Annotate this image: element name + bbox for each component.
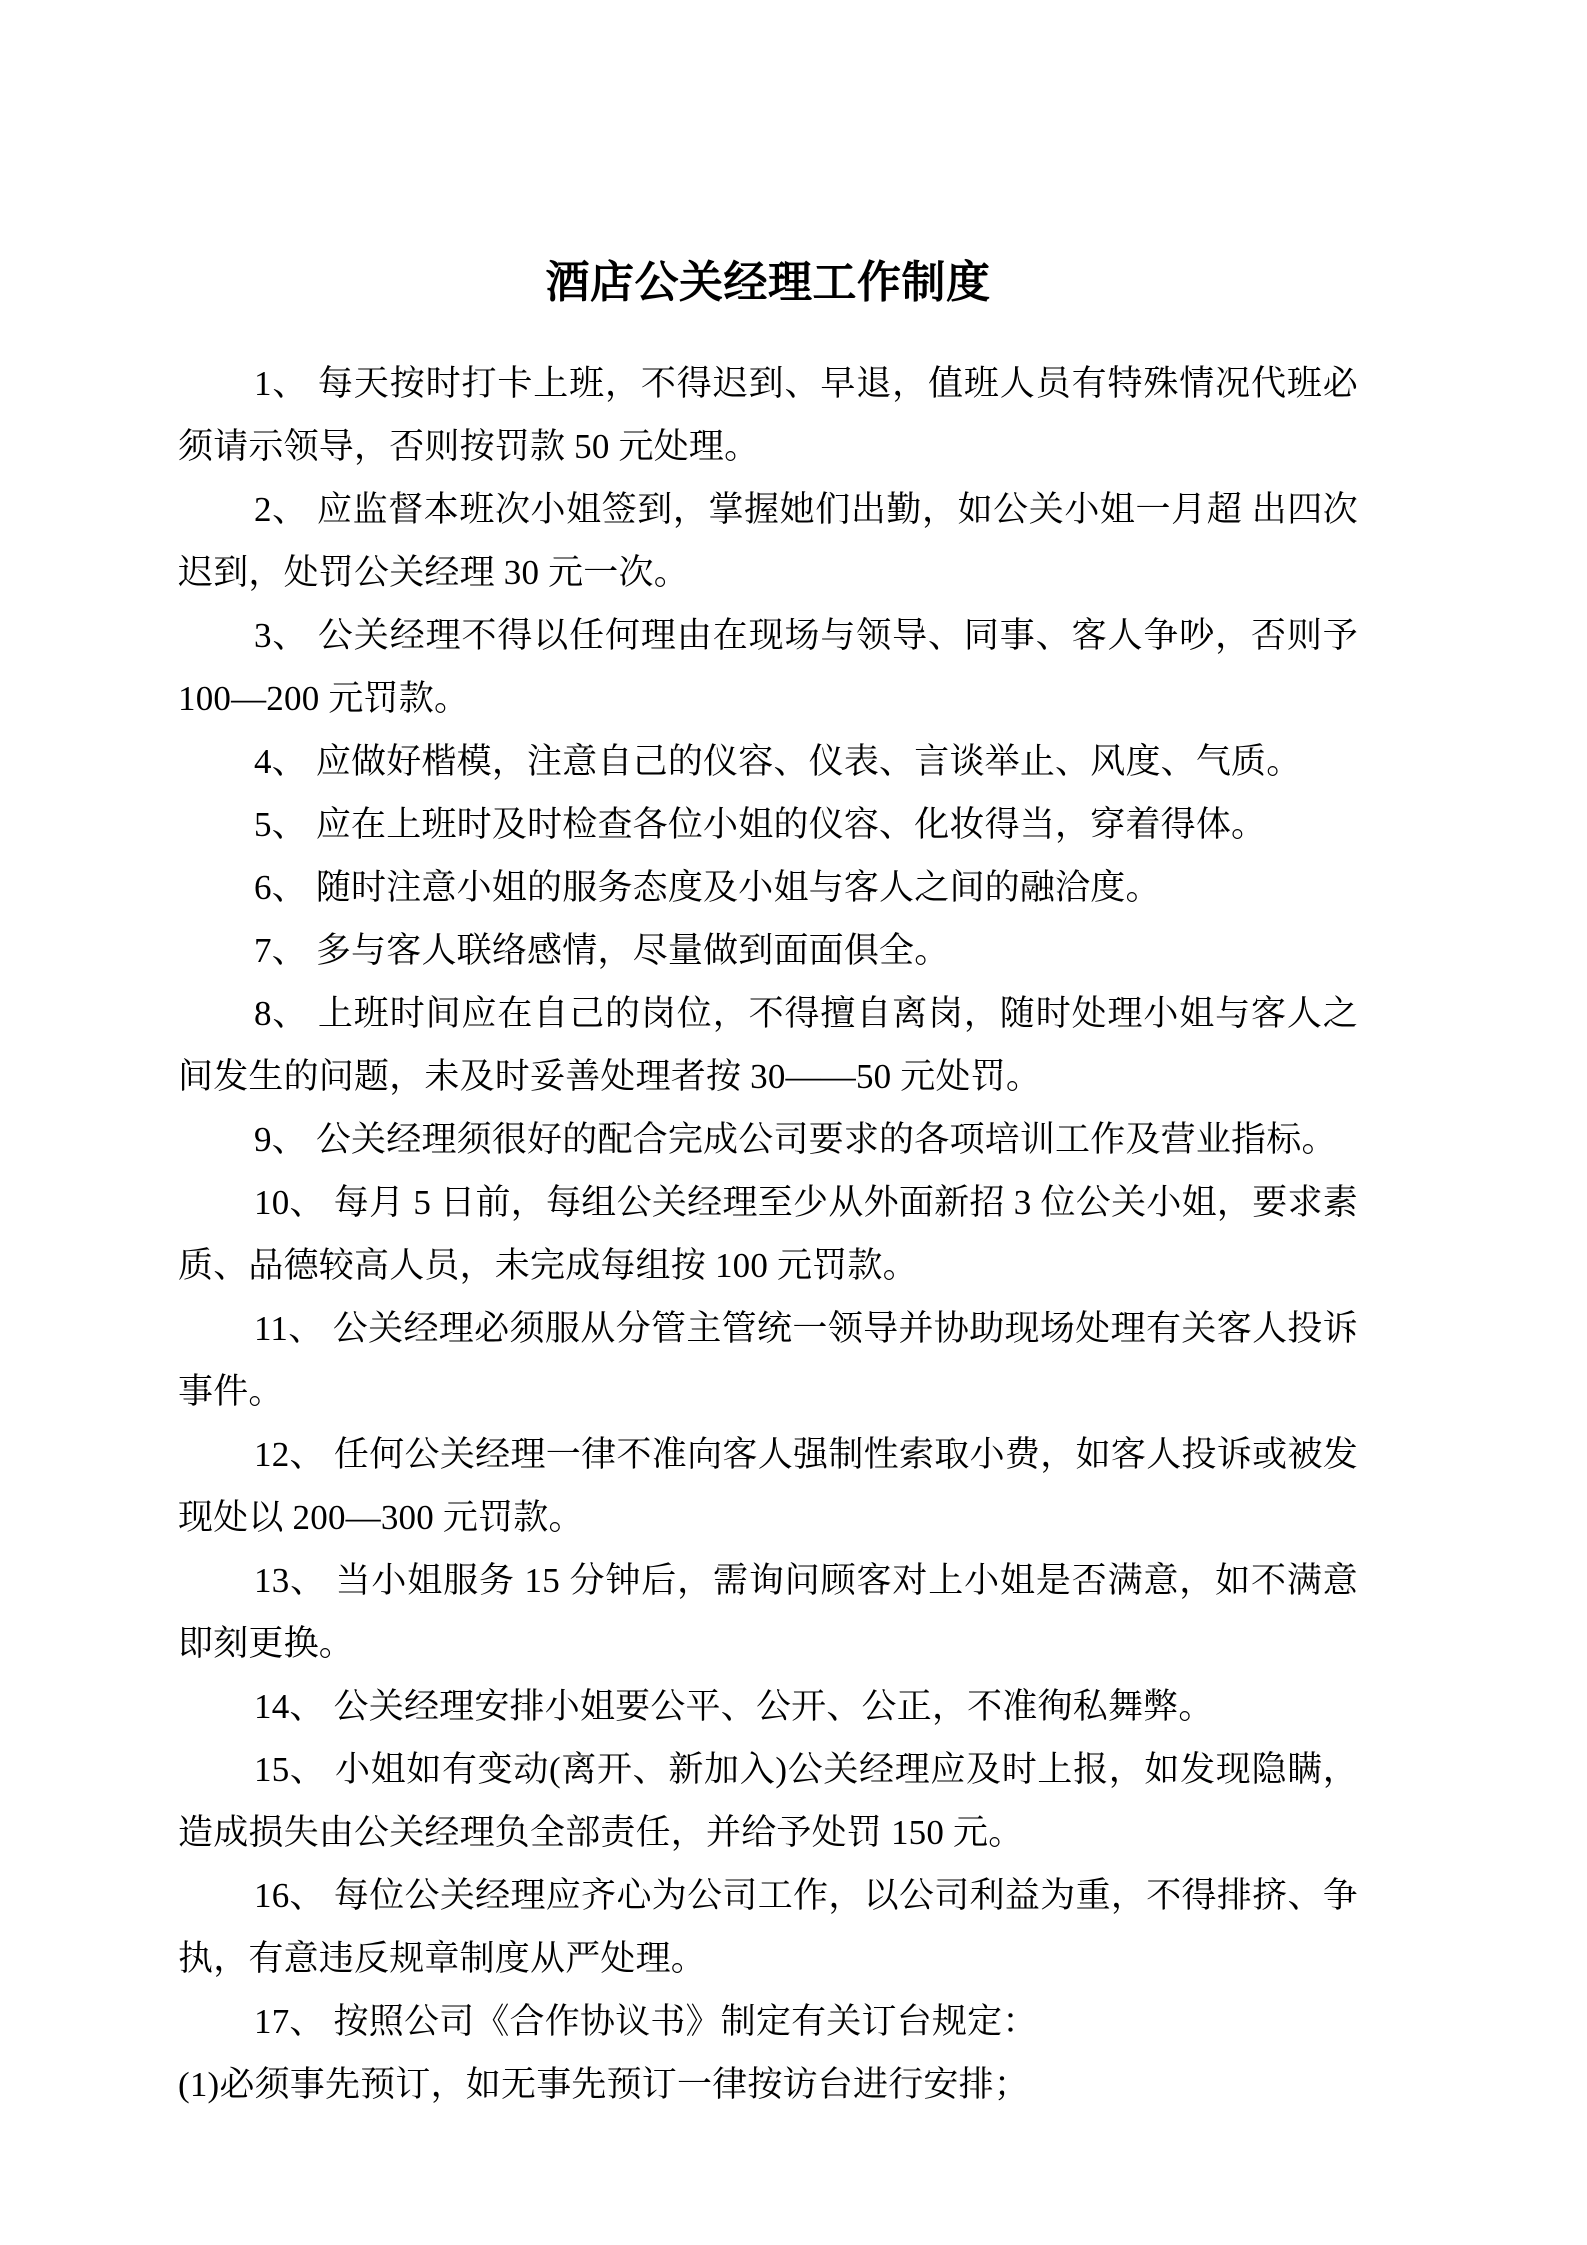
paragraph-item-3: 3、 公关经理不得以任何理由在现场与领导、同事、客人争吵，否则予 100—200 元罚款。 [178,616,1358,718]
paragraph-item-11: 11、 公关经理必须服从分管主管统一领导并协助现场处理有关客人投诉事件。 [178,1309,1358,1411]
paragraph-item-16: 16、 每位公关经理应齐心为公司工作，以公司利益为重，不得排挤、争执，有意违反规章制度从严处理。 [178,1876,1358,1978]
paragraph-item-14: 14、 公关经理安排小姐要公平、公开、公正，不准徇私舞弊。 [254,1687,1214,1726]
paragraph-item-15: 15、 小姐如有变动(离开、新加入)公关经理应及时上报，如发现隐瞒，造成损失由公关经理负全部责任，并给予处罚 150 元。 [178,1750,1358,1852]
paragraph-item-10: 10、 每月 5 日前，每组公关经理至少从外面新招 3 位公关小姐，要求素质、品德较高人员，未完成每组按 100 元罚款。 [178,1183,1358,1285]
paragraph-item-2: 2、 应监督本班次小姐签到，掌握她们出勤，如公关小姐一月超 出四次迟到，处罚公关经理 30 元一次。 [178,490,1358,592]
paragraph-item-5: 5、 应在上班时及时检查各位小姐的仪容、化妆得当，穿着得体。 [254,805,1267,844]
paragraph-item-17: 17、 按照公司《合作协议书》制定有关订台规定： [254,2002,1038,2041]
document-body [178,352,1358,2116]
paragraph-item-13: 13、 当小姐服务 15 分钟后，需询问顾客对上小姐是否满意，如不满意即刻更换。 [178,1561,1358,1663]
page-title: 酒店公关经理工作制度 [545,258,991,307]
paragraph-item-4: 4、 应做好楷模，注意自己的仪容、仪表、言谈举止、风度、气质。 [254,742,1302,781]
paragraph-item-1: 1、 每天按时打卡上班，不得迟到、早退，值班人员有特殊情况代班必须请示领导，否则按罚款 50 元处理。 [178,364,1358,466]
paragraph-item-8: 8、 上班时间应在自己的岗位，不得擅自离岗，随时处理小姐与客人之间发生的问题，未及时妥善处理者按 30——50 元处罚。 [178,994,1358,1096]
paragraph-item-9: 9、 公关经理须很好的配合完成公司要求的各项培训工作及营业指标。 [254,1120,1337,1159]
paragraph-item-12: 12、 任何公关经理一律不准向客人强制性索取小费，如客人投诉或被发现处以 200—300 元罚款。 [178,1435,1358,1537]
paragraph-item-7: 7、 多与客人联络感情，尽量做到面面俱全。 [254,931,950,970]
paragraph-item-6: 6、 随时注意小姐的服务态度及小姐与客人之间的融洽度。 [254,868,1161,907]
paragraph-sub-item-1: (1)必须事先预订，如无事先预订一律按访台进行安排； [178,2065,1030,2104]
